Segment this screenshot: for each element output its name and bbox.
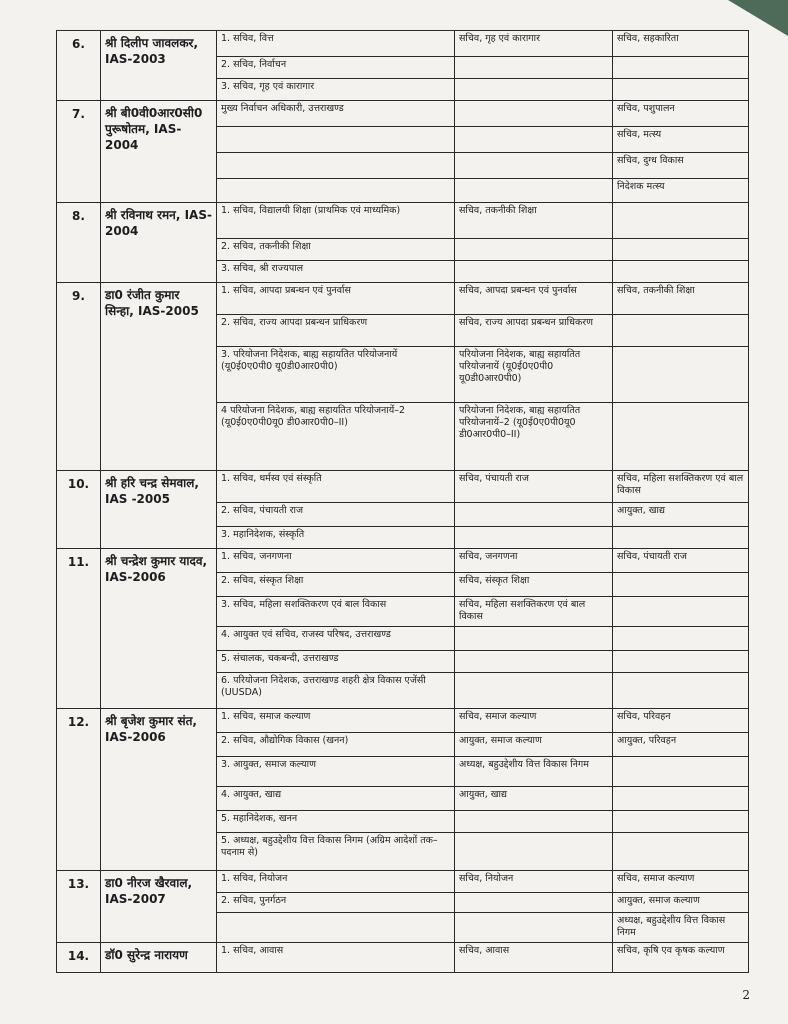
additional-posting — [613, 627, 749, 651]
serial-number: 6. — [57, 31, 101, 101]
retained-posting — [455, 261, 613, 283]
retained-posting — [455, 527, 613, 549]
additional-posting — [613, 757, 749, 787]
serial-number: 7. — [57, 101, 101, 203]
additional-posting: सचिव, दुग्ध विकास — [613, 153, 749, 179]
additional-posting: आयुक्त, खाद्य — [613, 503, 749, 527]
retained-posting — [455, 673, 613, 709]
officer-name: डा0 नीरज खैरवाल, IAS-2007 — [101, 871, 217, 943]
additional-posting: सचिव, पशुपालन — [613, 101, 749, 127]
retained-posting: अध्यक्ष, बहुउद्देशीय वित्त विकास निगम — [455, 757, 613, 787]
current-posting: मुख्य निर्वाचन अधिकारी, उत्तराखण्ड — [217, 101, 455, 127]
additional-posting: सचिव, पंचायती राज — [613, 549, 749, 573]
additional-posting: सचिव, तकनीकी शिक्षा — [613, 283, 749, 315]
additional-posting: सचिव, परिवहन — [613, 709, 749, 733]
retained-posting: सचिव, पंचायती राज — [455, 471, 613, 503]
additional-posting — [613, 651, 749, 673]
additional-posting — [613, 203, 749, 239]
current-posting: 6. परियोजना निदेशक, उत्तराखण्ड शहरी क्षेत्र विकास एजेंसी (UUSDA) — [217, 673, 455, 709]
current-posting: 4 परियोजना निदेशक, बाह्य सहायतित परियोजनायें–2 (यू0ई0ए0पी0यू0 डी0आर0पी0–II) — [217, 403, 455, 471]
additional-posting — [613, 597, 749, 627]
current-posting: 1. सचिव, धर्मस्व एवं संस्कृति — [217, 471, 455, 503]
additional-posting — [613, 261, 749, 283]
current-posting: 2. सचिव, राज्य आपदा प्रबन्धन प्राधिकरण — [217, 315, 455, 347]
retained-posting: आयुक्त, खाद्य — [455, 787, 613, 811]
additional-posting: आयुक्त, परिवहन — [613, 733, 749, 757]
table-row — [57, 101, 749, 127]
current-posting: 3. सचिव, श्री राज्यपाल — [217, 261, 455, 283]
additional-posting — [613, 347, 749, 403]
current-posting: 3. महानिदेशक, संस्कृति — [217, 527, 455, 549]
additional-posting: अध्यक्ष, बहुउद्देशीय वित्त विकास निगम — [613, 913, 749, 943]
additional-posting — [613, 833, 749, 871]
current-posting: 1. सचिव, आपदा प्रबन्धन एवं पुनर्वास — [217, 283, 455, 315]
table-row — [57, 283, 749, 315]
current-posting: 2. सचिव, पुनर्गठन — [217, 893, 455, 913]
additional-posting — [613, 239, 749, 261]
retained-posting — [455, 127, 613, 153]
current-posting: 2. सचिव, संस्कृत शिक्षा — [217, 573, 455, 597]
additional-posting: सचिव, सहकारिता — [613, 31, 749, 57]
current-posting: 1. सचिव, जनगणना — [217, 549, 455, 573]
retained-posting — [455, 179, 613, 203]
table-row — [57, 943, 749, 973]
current-posting: 4. आयुक्त, खाद्य — [217, 787, 455, 811]
retained-posting — [455, 503, 613, 527]
retained-posting: सचिव, तकनीकी शिक्षा — [455, 203, 613, 239]
retained-posting: सचिव, नियोजन — [455, 871, 613, 893]
serial-number: 8. — [57, 203, 101, 283]
retained-posting: सचिव, आवास — [455, 943, 613, 973]
retained-posting — [455, 893, 613, 913]
officer-name: श्री चन्द्रेश कुमार यादव, IAS-2006 — [101, 549, 217, 709]
current-posting: 2. सचिव, निर्वाचन — [217, 57, 455, 79]
officer-posting-table — [56, 30, 749, 973]
current-posting — [217, 127, 455, 153]
retained-posting: आयुक्त, समाज कल्याण — [455, 733, 613, 757]
table-row — [57, 709, 749, 733]
retained-posting: सचिव, जनगणना — [455, 549, 613, 573]
current-posting — [217, 179, 455, 203]
serial-number: 11. — [57, 549, 101, 709]
current-posting: 5. संचालक, चकबन्दी, उत्तराखण्ड — [217, 651, 455, 673]
retained-posting — [455, 153, 613, 179]
officer-name: श्री बी0वी0आर0सी0 पुरूषोतम, IAS-2004 — [101, 101, 217, 203]
officer-name: श्री रविनाथ रमन, IAS-2004 — [101, 203, 217, 283]
retained-posting: परियोजना निदेशक, बाह्य सहायतित परियोजनायें (यू0ई0ए0पी0 यू0डी0आर0पी0) — [455, 347, 613, 403]
officer-name: श्री बृजेश कुमार संत, IAS-2006 — [101, 709, 217, 871]
additional-posting — [613, 527, 749, 549]
additional-posting: सचिव, कृषि एव कृषक कल्याण — [613, 943, 749, 973]
serial-number: 9. — [57, 283, 101, 471]
additional-posting — [613, 79, 749, 101]
additional-posting — [613, 57, 749, 79]
retained-posting: सचिव, समाज कल्याण — [455, 709, 613, 733]
retained-posting: सचिव, गृह एवं कारागार — [455, 31, 613, 57]
officer-name: डा0 रंजीत कुमार सिन्हा, IAS-2005 — [101, 283, 217, 471]
retained-posting: सचिव, संस्कृत शिक्षा — [455, 573, 613, 597]
retained-posting — [455, 79, 613, 101]
retained-posting — [455, 239, 613, 261]
retained-posting: परियोजना निदेशक, बाह्य सहायतित परियोजनायें–2 (यू0ई0ए0पी0यू0 डी0आर0पी0–II) — [455, 403, 613, 471]
additional-posting: सचिव, महिला सशक्तिकरण एवं बाल विकास — [613, 471, 749, 503]
table-row — [57, 203, 749, 239]
current-posting: 3. आयुक्त, समाज कल्याण — [217, 757, 455, 787]
retained-posting — [455, 57, 613, 79]
officer-name: श्री हरि चन्द्र सेमवाल, IAS -2005 — [101, 471, 217, 549]
serial-number: 14. — [57, 943, 101, 973]
current-posting: 1. सचिव, विद्यालयी शिक्षा (प्राथमिक एवं माध्यमिक) — [217, 203, 455, 239]
table-row — [57, 871, 749, 893]
officer-name: डॉ0 सुरेन्द्र नारायण — [101, 943, 217, 973]
current-posting: 5. महानिदेशक, खनन — [217, 811, 455, 833]
page-number: 2 — [742, 988, 750, 1002]
current-posting: 1. सचिव, नियोजन — [217, 871, 455, 893]
additional-posting: निदेशक मत्स्य — [613, 179, 749, 203]
current-posting: 1. सचिव, वित्त — [217, 31, 455, 57]
additional-posting — [613, 403, 749, 471]
table-row — [57, 549, 749, 573]
table-row — [57, 31, 749, 57]
retained-posting — [455, 627, 613, 651]
current-posting — [217, 913, 455, 943]
additional-posting: सचिव, समाज कल्याण — [613, 871, 749, 893]
retained-posting — [455, 811, 613, 833]
current-posting: 2. सचिव, औद्योगिक विकास (खनन) — [217, 733, 455, 757]
additional-posting — [613, 673, 749, 709]
current-posting: 1. सचिव, आवास — [217, 943, 455, 973]
retained-posting — [455, 101, 613, 127]
retained-posting — [455, 913, 613, 943]
retained-posting — [455, 833, 613, 871]
current-posting: 2. सचिव, तकनीकी शिक्षा — [217, 239, 455, 261]
serial-number: 13. — [57, 871, 101, 943]
current-posting: 3. परियोजना निदेशक, बाह्य सहायतित परियोजनायें (यू0ई0ए0पी0 यू0डी0आर0पी0) — [217, 347, 455, 403]
current-posting: 1. सचिव, समाज कल्याण — [217, 709, 455, 733]
current-posting: 4. आयुक्त एवं सचिव, राजस्व परिषद, उत्तराखण्ड — [217, 627, 455, 651]
additional-posting: सचिव, मत्स्य — [613, 127, 749, 153]
current-posting — [217, 153, 455, 179]
current-posting: 2. सचिव, पंचायती राज — [217, 503, 455, 527]
current-posting: 5. अध्यक्ष, बहुउद्देशीय वित्त विकास निगम (अग्रिम आदेशों तक–पदनाम से) — [217, 833, 455, 871]
serial-number: 12. — [57, 709, 101, 871]
current-posting: 3. सचिव, महिला सशक्तिकरण एवं बाल विकास — [217, 597, 455, 627]
retained-posting: सचिव, राज्य आपदा प्रबन्धन प्राधिकरण — [455, 315, 613, 347]
additional-posting — [613, 787, 749, 811]
retained-posting: सचिव, आपदा प्रबन्धन एवं पुनर्वास — [455, 283, 613, 315]
table-row — [57, 471, 749, 503]
additional-posting — [613, 315, 749, 347]
officer-name: श्री दिलीप जावलकर, IAS-2003 — [101, 31, 217, 101]
retained-posting: सचिव, महिला सशक्तिकरण एवं बाल विकास — [455, 597, 613, 627]
additional-posting — [613, 811, 749, 833]
additional-posting: आयुक्त, समाज कल्याण — [613, 893, 749, 913]
current-posting: 3. सचिव, गृह एवं कारागार — [217, 79, 455, 101]
serial-number: 10. — [57, 471, 101, 549]
additional-posting — [613, 573, 749, 597]
retained-posting — [455, 651, 613, 673]
